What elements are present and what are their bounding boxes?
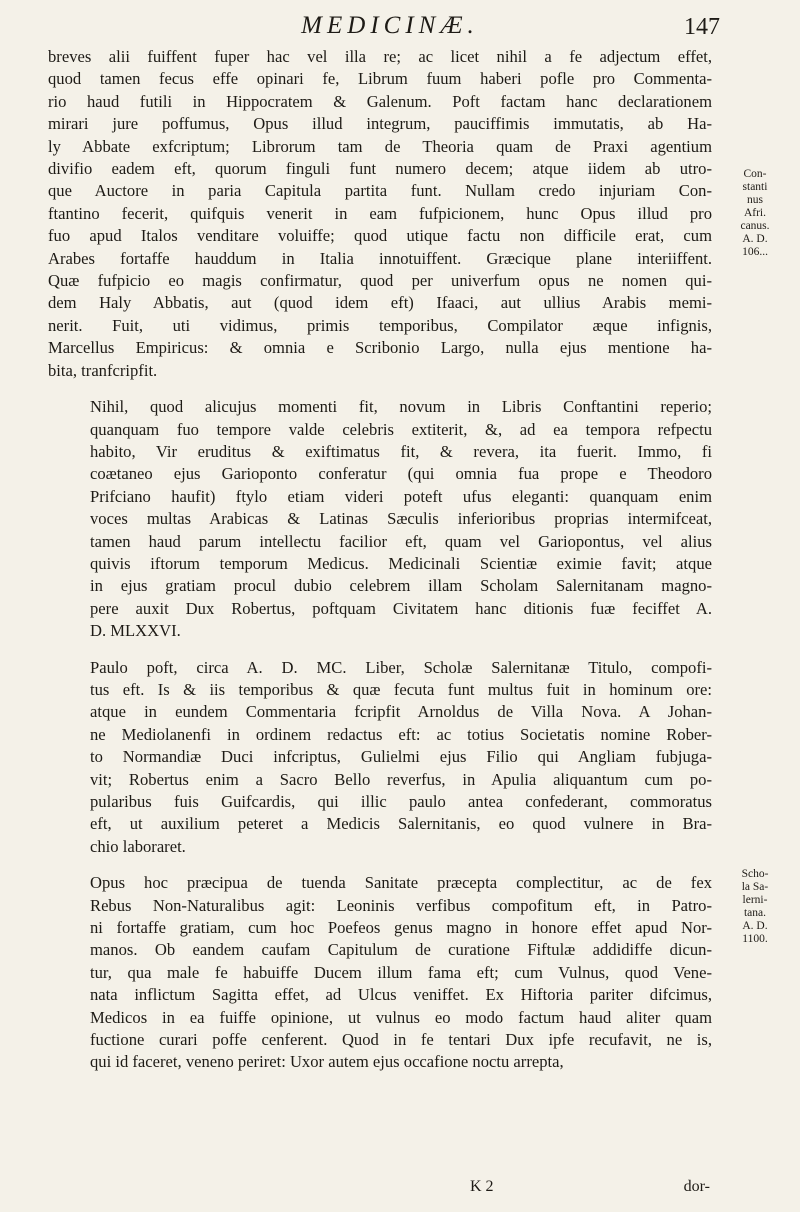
text-line: Rebus Non-Naturalibus agit: Leoninis verfibus compofitum eft, in Patro- (90, 895, 712, 915)
text-line: Quæ fufpicio eo magis confirmatur, quod per univerfum opus ne nomen qui- (48, 271, 712, 291)
margin-note-line: Scho- (741, 868, 769, 880)
margin-note-line: Con- (743, 168, 767, 180)
running-head (60, 8, 720, 48)
text-line: tus eft. Is & iis temporibus & quæ fecuta funt multus fuit in hominum ore: (90, 679, 712, 699)
text-line: ly Abbate exfcriptum; Librorum tam de Theoria quam de Praxi agentium (48, 136, 712, 156)
text-line: tamen haud parum intellectu facilior eft, quam vel Gariopontus, vel alius (90, 531, 712, 551)
text-line: tur, qua male fe habuiffe Ducem illum fama eft; cum Vulnus, quod Vene- (90, 962, 712, 982)
text-line: manos. Ob eandem caufam Capitulum de curatione Fiftulæ addidiffe dicun- (90, 940, 712, 960)
text-line: Opus hoc præcipua de tuenda Sanitate præcepta complectitur, ac de fex (90, 873, 712, 893)
text-line: vit; Robertus enim a Sacro Bello reverfus, in Apulia aliquantum cum po- (90, 769, 712, 789)
text-line: fuctione curari poffe cenferent. Quod in fe tentari Dux ipfe recufavit, ne is, (90, 1030, 712, 1050)
text-line: que Auctore in paria Capitula partita funt. Nullam credo injuriam Con- (48, 181, 712, 201)
text-line: qui id faceret, veneno periret: Uxor autem ejus occafione noctu arrepta, (90, 1052, 564, 1072)
text-line: D. MLXXVI. (90, 621, 181, 641)
text-line: nerit. Fuit, uti vidimus, primis temporibus, Compilator æque infignis, (48, 315, 712, 335)
text-line: Medicos in ea fuiffe opinione, ut vulnus eo modo factum haud aliter quam (90, 1007, 712, 1027)
paragraph (48, 872, 712, 1074)
text-line: ftantino fecerit, quifquis venerit in eam fufpicionem, hunc Opus illud pro (48, 203, 712, 223)
paragraph (48, 396, 712, 642)
text-line: atque in eundem Commentaria fcripfit Arnoldus de Villa Nova. A Johan- (90, 702, 712, 722)
text-line: quod tamen fecus effe opinari fe, Librum fuum haberi pofle pro Commenta- (48, 69, 712, 89)
text-line: rio haud futili in Hippocratem & Galenum. Poft factam hanc declarationem (48, 91, 712, 111)
text-line: eft, ut auxilium peteret a Medicis Salernitanis, eo quod vulnere in Bra- (90, 814, 712, 834)
margin-note-line: 106... (742, 246, 768, 258)
text-line: chio laboraret. (90, 836, 186, 856)
margin-note-line: Afri. (743, 207, 767, 219)
margin-note-line: canus. (740, 220, 770, 232)
text-line: quivis iftorum temporum Medicus. Medicinali Scientiæ eximie favit; atque (90, 553, 712, 573)
text-line: bita, tranfcripfit. (48, 360, 158, 380)
text-line: Arabes fortaffe hauddum in Italia innotuiffent. Græcique plane interiiffent. (48, 248, 712, 268)
text-line: quanquam fuo tempore valde celebris extiterit, &, ad ea tempora refpectu (90, 419, 712, 439)
text-line: fuo apud Italos venditare voluiffe; quod utique factu non difficile erat, cum (48, 226, 712, 246)
text-line: pularibus fuis Guifcardis, qui illic paulo antea confederant, commoratus (90, 792, 712, 811)
text-line: nata inflictum Sagitta effet, ad Ulcus veniffet. Ex Hiftoria pariter difcimus, (90, 985, 712, 1005)
margin-note-line: tana. (743, 907, 767, 919)
margin-note (722, 868, 788, 946)
margin-note-line: A. D. (742, 233, 768, 245)
margin-note-line: lerni- (742, 894, 768, 906)
text-line: Prifciano haufit) ftylo etiam videri poteft ufus eleganti: quanquam enim (90, 486, 712, 506)
margin-note-line: la Sa- (741, 881, 769, 893)
margin-note (722, 168, 788, 259)
running-title: MEDICINÆ. (301, 12, 479, 39)
text-line: mirari jure poffumus, Opus illud integrum, pauciffimis immutatis, ab Ha- (48, 114, 712, 134)
text-line: pere auxit Dux Robertus, poftquam Civitatem hanc ditionis fuæ feciffet A. (90, 598, 712, 618)
paragraph (48, 46, 712, 382)
text-line: Nihil, quod alicujus momenti fit, novum in Libris Conftantini reperio; (90, 397, 712, 417)
margin-note-line: A. D. (742, 920, 768, 932)
text-line: dem Haly Abbatis, aut (quod idem eft) Ifaaci, aut ullius Arabis memi- (48, 293, 712, 313)
margin-note-line: nus (747, 194, 763, 206)
paragraph (48, 657, 712, 859)
catchword: dor- (683, 1178, 710, 1195)
text-line: voces multas Arabicas & Latinas Sæculis inferioribus proprias intermifceat, (90, 509, 712, 529)
page-number: 147 (684, 14, 720, 40)
text-line: Paulo poft, circa A. D. MC. Liber, Scholæ Salernitanæ Titulo, compofi- (90, 657, 712, 677)
main-text (48, 46, 712, 1074)
margin-note-line: stanti (742, 181, 768, 193)
text-line: breves alii fuiffent fuper hac vel illa re; ac licet nihil a fe adjectum effet, (48, 47, 712, 66)
text-line: ne Mediolanenfi in ordinem redactus eft: ac totius Societatis nomine Rober- (90, 724, 712, 744)
text-line: ni fortaffe gratiam, cum hoc Poefeos genus magno in honore effet apud Nor- (90, 918, 712, 938)
text-line: to Normandiæ Duci infcriptus, Gulielmi ejus Filio qui Angliam fubjuga- (90, 747, 712, 767)
text-line: coætaneo ejus Garioponto conferatur (qui omnia fua prope e Theodoro (90, 464, 712, 484)
text-line: in ejus gratiam procul dubio celebrem illam Scholam Salernitanam magno- (90, 576, 712, 596)
text-line: habito, Vir eruditus & exiftimatus fit, & revera, ita fuerit. Immo, fi (90, 441, 712, 461)
text-line: Marcellus Empiricus: & omnia e Scribonio Largo, nulla ejus mentione ha- (48, 338, 712, 358)
signature-line (470, 1178, 710, 1196)
margin-note-line: 1100. (742, 933, 768, 945)
signature-mark: K 2 (470, 1178, 494, 1195)
text-line: divifio eadem eft, quorum finguli funt numero decem; atque iidem ab utro- (48, 159, 712, 179)
